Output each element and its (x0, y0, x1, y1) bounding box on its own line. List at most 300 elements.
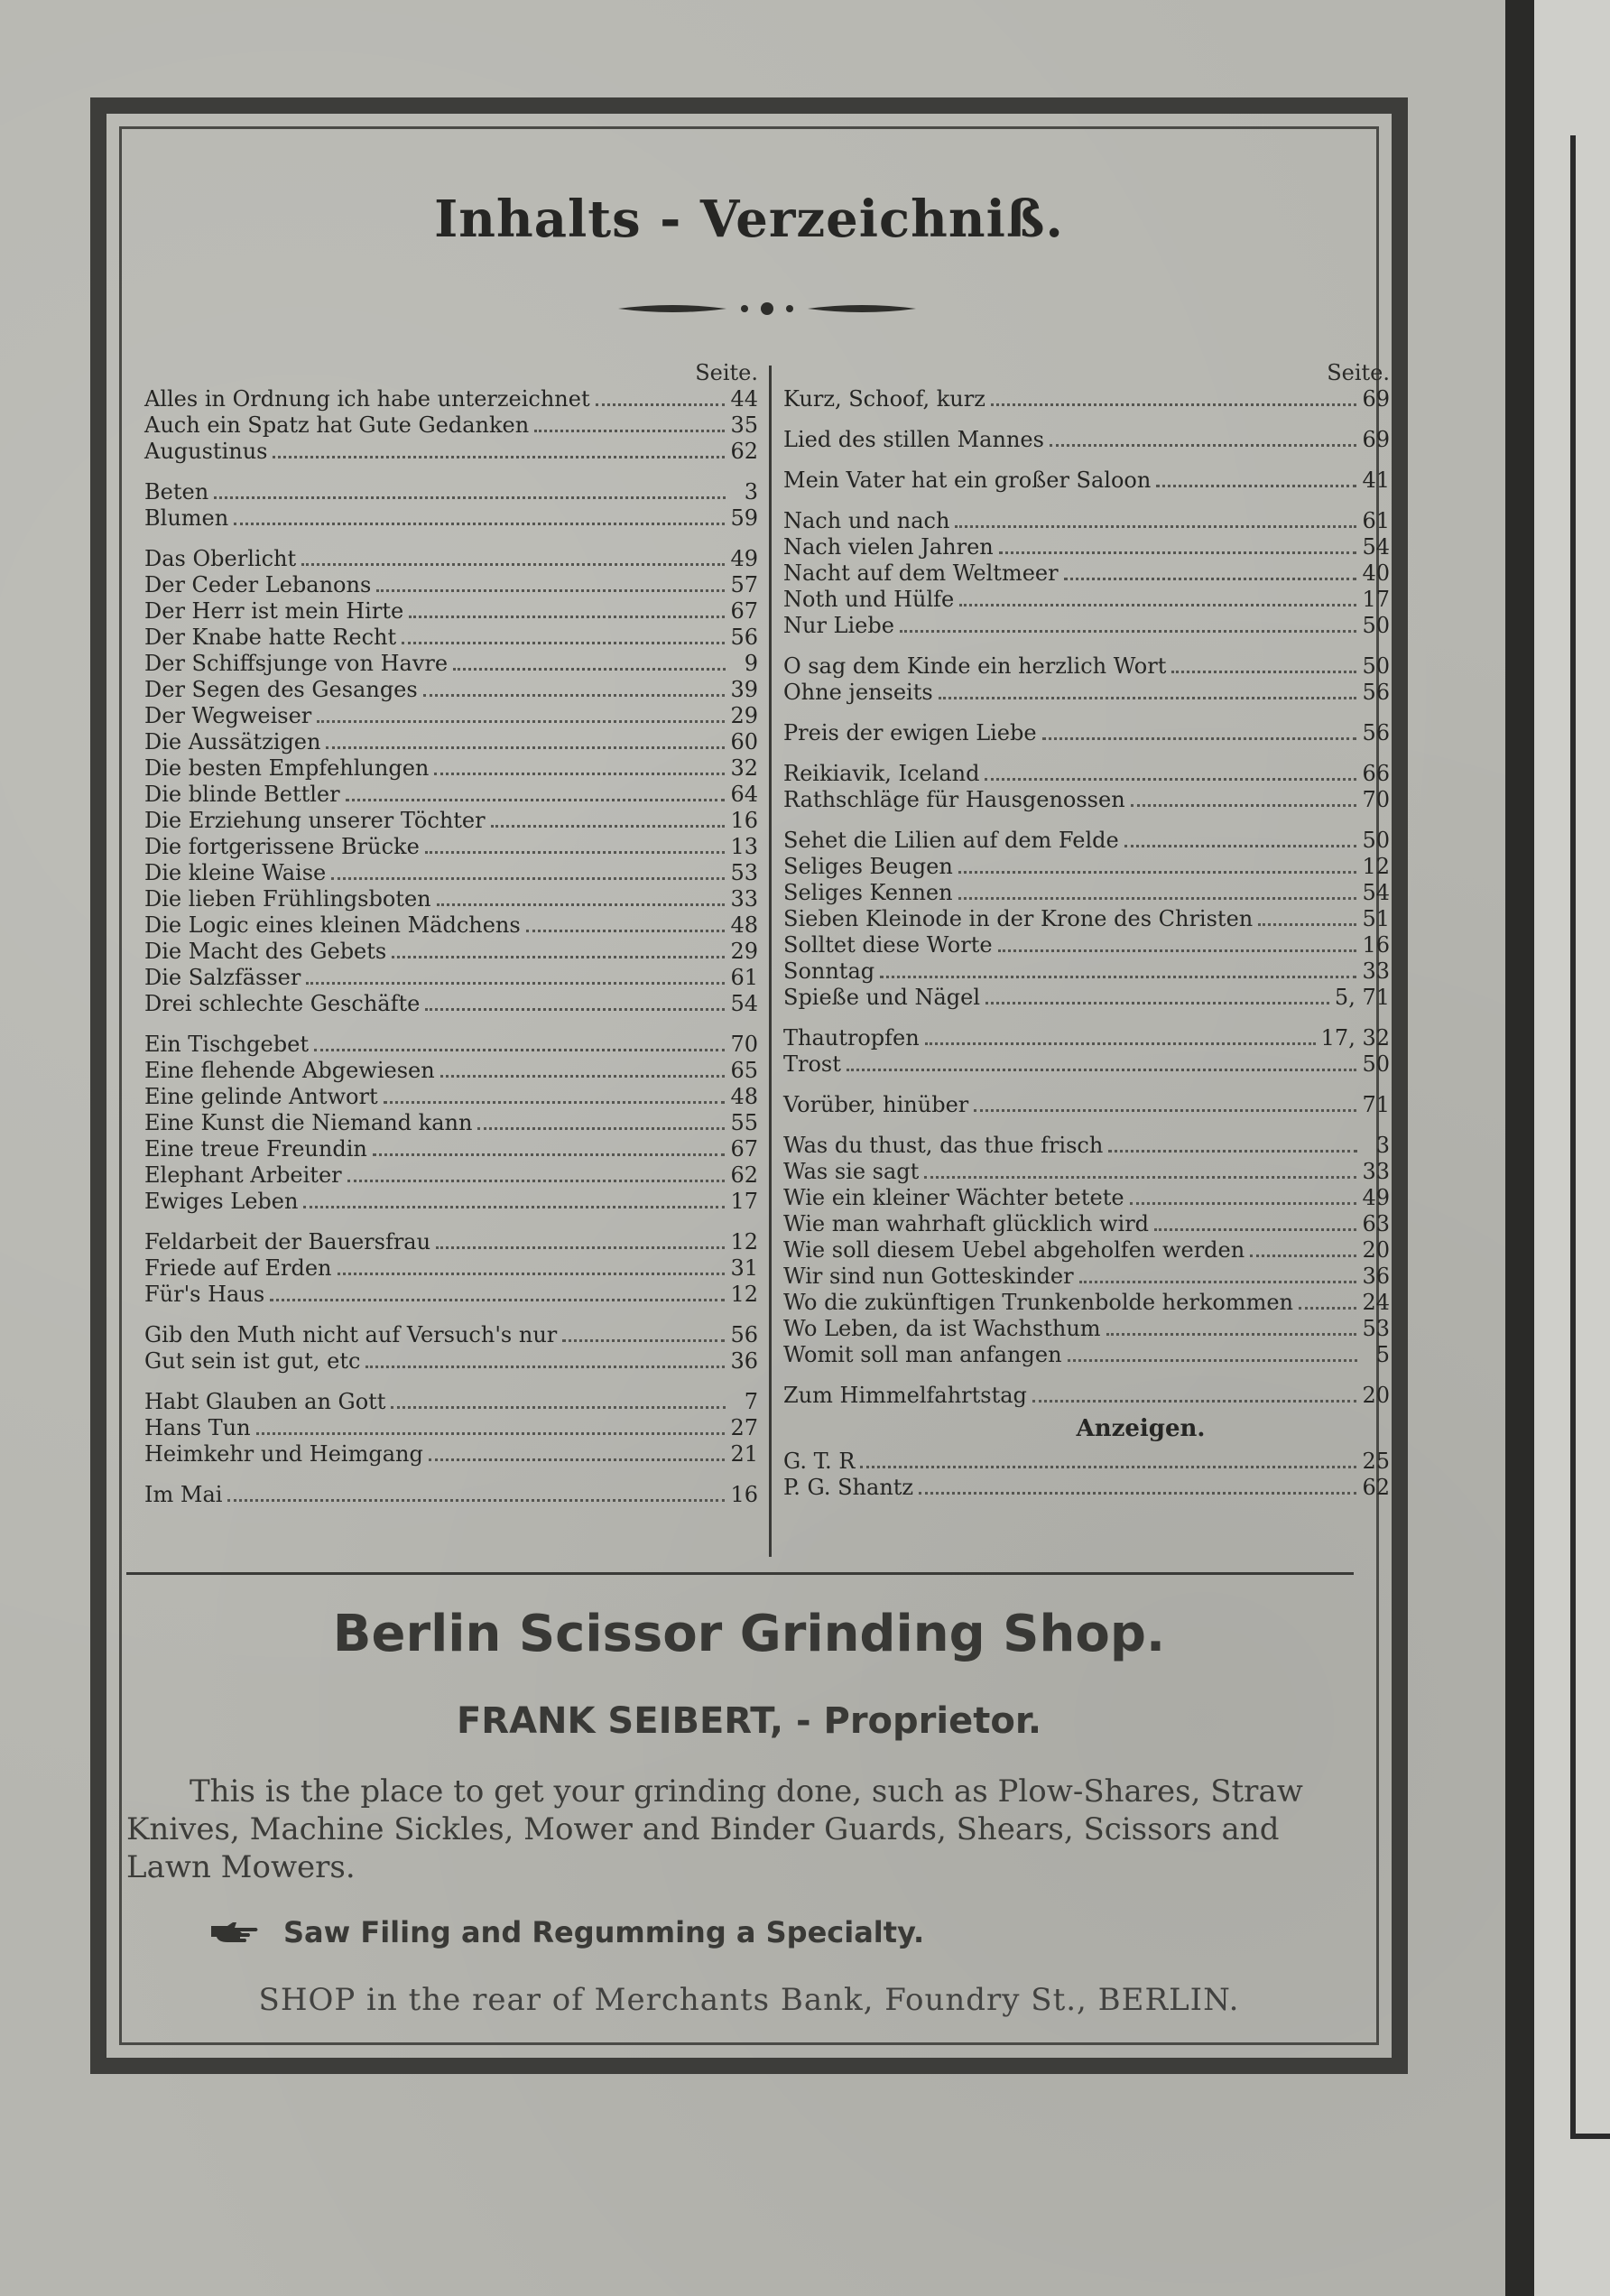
toc-entry-title: Zum Himmelfahrtstag (783, 1383, 1027, 1408)
toc-entry-leader (317, 720, 725, 723)
toc-entry-page: 70 (730, 1032, 758, 1057)
toc-entry (144, 782, 758, 808)
toc-entry-page: 53 (730, 860, 758, 885)
toc-entry (783, 560, 1390, 587)
toc-entry-leader (273, 456, 725, 458)
toc-entry-leader (562, 1339, 725, 1342)
toc-entry (144, 1110, 758, 1136)
toc-entry-page: 41 (1362, 468, 1390, 493)
toc-entry-title: Seliges Kennen (783, 880, 953, 905)
toc-entry-title: Sonntag (783, 958, 875, 984)
toc-entry-page: 31 (730, 1255, 758, 1281)
toc-entry-leader (391, 1406, 726, 1409)
toc-entry-leader (402, 642, 725, 644)
toc-entry-leader (306, 982, 725, 985)
toc-entry-page: 12 (1362, 854, 1390, 879)
toc-entry-leader (376, 589, 725, 592)
toc-entry (144, 886, 758, 912)
toc-entry (783, 1051, 1390, 1078)
toc-entry (144, 729, 758, 755)
toc-entry (783, 1159, 1390, 1185)
toc-entry-page: 54 (730, 991, 758, 1016)
toc-entry-page: 16 (1362, 932, 1390, 958)
toc-entry-title: Was du thust, das thue frisch (783, 1133, 1104, 1158)
toc-entry-title: Feldarbeit der Bauersfrau (144, 1229, 431, 1254)
toc-entry-page: 66 (1362, 761, 1390, 786)
toc-entry-page: 61 (730, 965, 758, 990)
toc-entry-title: Der Segen des Gesanges (144, 677, 418, 702)
toc-entry-leader (974, 1109, 1356, 1112)
toc-entry (144, 1348, 758, 1375)
toc-entry (783, 1475, 1390, 1501)
toc-entry-leader (270, 1299, 725, 1301)
toc-entry-title: Nacht auf dem Weltmeer (783, 560, 1059, 586)
toc-entry (783, 680, 1390, 706)
toc-entry-leader (1108, 1150, 1357, 1153)
toc-entry-page: 44 (730, 386, 758, 412)
toc-entry-title: P. G. Shantz (783, 1475, 914, 1500)
toc-entry-page: 69 (1362, 427, 1390, 452)
toc-entry-leader (1106, 1333, 1357, 1336)
toc-entry-leader (847, 1069, 1357, 1071)
toc-entry (144, 1389, 758, 1415)
toc-entry-title: Wo Leben, da ist Wachsthum (783, 1316, 1101, 1341)
toc-entry-leader (955, 525, 1356, 528)
toc-entry-page: 17 (730, 1189, 758, 1214)
toc-entry (144, 1084, 758, 1110)
toc-entry (783, 906, 1390, 932)
toc-gap (783, 494, 1390, 508)
toc-entry-page: 35 (730, 412, 758, 438)
toc-entry-title: Der Herr ist mein Hirte (144, 598, 404, 624)
toc-entry-title: Der Knabe hatte Recht (144, 625, 397, 650)
toc-entry-page: 5, 71 (1334, 985, 1390, 1010)
toc-entry-leader (1258, 923, 1356, 926)
toc-entry (144, 546, 758, 572)
toc-entry-page: 12 (730, 1229, 758, 1254)
toc-gap (144, 532, 758, 546)
ad-title: Berlin Scissor Grinding Shop. (332, 1605, 1166, 1663)
toc-entry-page: 49 (730, 546, 758, 571)
toc-entry-title: O sag dem Kinde ein herzlich Wort (783, 653, 1167, 679)
toc-entry (144, 1415, 758, 1441)
toc-entry (144, 991, 758, 1017)
toc-entry (783, 1133, 1390, 1159)
toc-entry-page: 9 (744, 651, 758, 676)
toc-entry (144, 1189, 758, 1215)
toc-entry-page: 50 (1362, 613, 1390, 638)
toc-left-column (144, 359, 758, 1508)
toc-entry (783, 587, 1390, 613)
toc-entry-title: Nach und nach (783, 508, 950, 533)
toc-entry-page: 3 (1375, 1133, 1390, 1158)
toc-entry (144, 965, 758, 991)
toc-entry-page: 29 (730, 939, 758, 964)
toc-entry-leader (491, 825, 726, 828)
toc-entry-leader (1042, 737, 1357, 740)
toc-entry-page: 60 (730, 729, 758, 755)
toc-entry-page: 36 (730, 1348, 758, 1374)
toc-entry-page: 27 (730, 1415, 758, 1440)
toc-entry-title: Auch ein Spatz hat Gute Gedanken (144, 412, 530, 438)
toc-entry-title: Hans Tun (144, 1415, 251, 1440)
toc-entry-page: 65 (730, 1058, 758, 1083)
toc-entry-page: 56 (1362, 720, 1390, 745)
toc-entry-title: Der Schiffsjunge von Havre (144, 651, 449, 676)
toc-entry-page: 63 (1362, 1211, 1390, 1236)
toc-entry (783, 1290, 1390, 1316)
toc-entry-page: 12 (730, 1282, 758, 1307)
toc-entry-title: Elephant Arbeiter (144, 1162, 342, 1188)
toc-entry-page: 69 (1362, 386, 1390, 412)
toc-entry-title: Thautropfen (783, 1025, 920, 1051)
toc-entry-leader (227, 1499, 725, 1502)
toc-entry-page: 54 (1362, 534, 1390, 560)
toc-entry (144, 386, 758, 412)
toc-entry-leader (985, 778, 1356, 781)
toc-entry-title: Lied des stillen Mannes (783, 427, 1044, 452)
toc-entry-page: 21 (730, 1441, 758, 1467)
toc-entry-title: Alles in Ordnung ich habe unterzeichnet (144, 386, 590, 412)
toc-entry (783, 386, 1390, 412)
toc-entry-leader (998, 949, 1357, 952)
toc-entry (144, 412, 758, 439)
anzeigen-list (783, 1449, 1390, 1501)
toc-entry (144, 572, 758, 598)
toc-entry-title: Für's Haus (144, 1282, 265, 1307)
toc-entry-leader (384, 1101, 726, 1104)
toc-entry-page: 56 (730, 1322, 758, 1347)
toc-entry-title: Beten (144, 479, 209, 505)
toc-entry-page: 55 (730, 1110, 758, 1135)
toc-entry-title: Rathschläge für Hausgenossen (783, 787, 1125, 812)
seite-label-right: Seite. (1327, 360, 1390, 385)
toc-entry-title: Eine Kunst die Niemand kann (144, 1110, 473, 1135)
toc-gap (144, 1467, 758, 1482)
toc-entry-title: Im Mai (144, 1482, 223, 1507)
toc-entry-leader (958, 871, 1357, 874)
toc-entry-title: Sieben Kleinode in der Krone des Christen (783, 906, 1254, 931)
toc-entry-title: Die Aussätzigen (144, 729, 321, 755)
toc-entry-leader (256, 1432, 726, 1435)
toc-entry-title: Womit soll man anfangen (783, 1342, 1062, 1367)
toc-entry-title: Eine flehende Abgewiesen (144, 1058, 435, 1083)
toc-entry (144, 1255, 758, 1282)
toc-entry-page: 39 (730, 677, 758, 702)
toc-entry-page: 56 (730, 625, 758, 650)
toc-entry-title: Wie soll diesem Uebel abgeholfen werden (783, 1237, 1245, 1263)
toc-gap (783, 1368, 1390, 1383)
toc-entry-title: Friede auf Erden (144, 1255, 332, 1281)
toc-entry (144, 1482, 758, 1508)
toc-entry-leader (919, 1492, 1356, 1495)
toc-entry (144, 860, 758, 886)
toc-entry-leader (347, 1180, 726, 1182)
toc-left-list (144, 386, 758, 1508)
toc-entry (783, 1449, 1390, 1475)
toc-entry-page: 20 (1362, 1237, 1390, 1263)
toc-entry-page: 62 (730, 1162, 758, 1188)
toc-entry-page: 25 (1362, 1449, 1390, 1474)
toc-entry-leader (409, 616, 725, 618)
toc-entry (783, 787, 1390, 813)
toc-entry (783, 1237, 1390, 1264)
toc-entry-page: 3 (744, 479, 758, 505)
toc-entry-leader (234, 523, 725, 525)
toc-entry-page: 5 (1375, 1342, 1390, 1367)
toc-gap (783, 412, 1390, 427)
toc-entry-leader (1068, 1359, 1357, 1362)
toc-entry-title: Ohne jenseits (783, 680, 933, 705)
ad-proprietor: FRANK SEIBERT, - Proprietor. (456, 1700, 1042, 1742)
toc-entry-leader (1250, 1254, 1356, 1257)
toc-entry (783, 958, 1390, 985)
toc-entry-title: Sehet die Lilien auf dem Felde (783, 828, 1119, 853)
toc-gap (783, 1011, 1390, 1025)
toc-entry-title: Augustinus (144, 439, 268, 464)
toc-entry (783, 1264, 1390, 1290)
toc-entry-title: Der Ceder Lebanons (144, 572, 372, 597)
toc-gap (783, 639, 1390, 653)
toc-entry-leader (314, 1049, 725, 1051)
toc-entry-page: 54 (1362, 880, 1390, 905)
toc-entry (144, 808, 758, 834)
toc-entry (783, 932, 1390, 958)
toc-entry-leader (423, 694, 726, 697)
toc-entry-title: Die kleine Waise (144, 860, 327, 885)
toc-entry-leader (326, 746, 725, 749)
toc-entry-page: 62 (1362, 1475, 1390, 1500)
toc-entry-title: Was sie sagt (783, 1159, 920, 1184)
toc-entry-page: 13 (730, 834, 758, 859)
toc-entry-page: 64 (730, 782, 758, 807)
pointing-hand-icon (209, 1921, 260, 1944)
toc-entry-leader (1032, 1400, 1357, 1403)
toc-entry-title: Die blinde Bettler (144, 782, 340, 807)
toc-entry (783, 720, 1390, 746)
toc-entry (144, 505, 758, 532)
toc-entry (144, 1282, 758, 1308)
toc-entry-leader (596, 403, 726, 406)
toc-entry-leader (1154, 1228, 1356, 1231)
toc-entry-leader (924, 1176, 1356, 1179)
ad-specialty (209, 1915, 924, 1949)
toc-entry (144, 625, 758, 651)
toc-entry-page: 70 (1362, 787, 1390, 812)
toc-entry-page: 17 (1362, 587, 1390, 612)
toc-entry (783, 854, 1390, 880)
toc-bottom-rule (126, 1572, 1354, 1575)
toc-entry (144, 1032, 758, 1058)
toc-entry-page: 67 (730, 598, 758, 624)
toc-entry-leader (1130, 1202, 1357, 1205)
toc-entry-leader (477, 1127, 725, 1130)
toc-entry-title: Habt Glauben an Gott (144, 1389, 386, 1414)
toc-entry-page: 24 (1362, 1290, 1390, 1315)
toc-entry-leader (939, 697, 1357, 699)
toc-gap (144, 1017, 758, 1032)
toc-gap (144, 465, 758, 479)
toc-entry (144, 479, 758, 505)
toc-entry-title: Seliges Beugen (783, 854, 953, 879)
toc-entry (144, 755, 758, 782)
toc-gap (144, 1215, 758, 1229)
toc-entry-leader (900, 630, 1357, 633)
toc-entry-page: 48 (730, 1084, 758, 1109)
toc-entry-title: Gib den Muth nicht auf Versuch's nur (144, 1322, 558, 1347)
toc-entry (783, 761, 1390, 787)
toc-entry-leader (425, 851, 726, 854)
toc-entry-leader (1131, 804, 1357, 807)
toc-entry-leader (1079, 1281, 1357, 1283)
seite-label-left: Seite. (695, 360, 758, 385)
toc-entry-leader (880, 976, 1356, 978)
toc-entry (144, 651, 758, 677)
toc-entry-title: Ewiges Leben (144, 1189, 299, 1214)
toc-entry-title: Eine treue Freundin (144, 1136, 367, 1162)
toc-entry (144, 1058, 758, 1084)
toc-entry-leader (925, 1042, 1316, 1045)
toc-entry-page: 36 (1362, 1264, 1390, 1289)
toc-entry (783, 1185, 1390, 1211)
ornament-divider-icon (618, 298, 916, 319)
toc-entry-title: Blumen (144, 505, 229, 531)
toc-entry-title: Die besten Empfehlungen (144, 755, 430, 781)
toc-entry-title: Mein Vater hat ein großer Saloon (783, 468, 1152, 493)
toc-entry-page: 29 (730, 703, 758, 728)
toc-entry (144, 1441, 758, 1467)
toc-entry-leader (303, 1206, 725, 1208)
toc-entry (783, 985, 1390, 1011)
toc-entry (783, 613, 1390, 639)
toc-entry-leader (346, 799, 726, 801)
toc-entry-page: 50 (1362, 653, 1390, 679)
toc-entry-title: Nach vielen Jahren (783, 534, 994, 560)
toc-entry-leader (959, 604, 1356, 606)
toc-entry (783, 653, 1390, 680)
toc-entry (144, 439, 758, 465)
toc-gap (144, 1308, 758, 1322)
toc-gap (144, 1375, 758, 1389)
toc-entry-title: Ein Tischgebet (144, 1032, 309, 1057)
toc-entry-leader (1299, 1307, 1356, 1310)
toc-entry-page: 33 (730, 886, 758, 912)
toc-entry (144, 677, 758, 703)
toc-entry-leader (429, 1458, 726, 1461)
adjacent-sheet-border-bottom (1570, 2134, 1610, 2139)
ad-shop-address: SHOP in the rear of Merchants Bank, Foundry St., BERLIN. (258, 1982, 1240, 2018)
toc-gap (783, 1078, 1390, 1092)
toc-entry (144, 912, 758, 939)
toc-entry-title: Reikiavik, Iceland (783, 761, 980, 786)
toc-entry-title: Trost (783, 1051, 841, 1077)
toc-entry (144, 834, 758, 860)
toc-entry-leader (534, 430, 725, 432)
toc-entry-leader (526, 930, 726, 932)
toc-entry-title: Die Macht des Gebets (144, 939, 387, 964)
toc-entry (783, 468, 1390, 494)
toc-entry (783, 1092, 1390, 1118)
toc-entry-page: 40 (1362, 560, 1390, 586)
toc-entry (144, 1322, 758, 1348)
toc-entry-title: Das Oberlicht (144, 546, 297, 571)
toc-entry-leader (991, 403, 1357, 406)
toc-entry (783, 1383, 1390, 1409)
toc-entry-title: Drei schlechte Geschäfte (144, 991, 421, 1016)
toc-entry-leader (425, 1008, 725, 1011)
toc-entry-leader (392, 956, 725, 958)
ad-body-text: This is the place to get your grinding done, such as Plow-Shares, Straw Knives, Machine Sickles, Mower and Binder Guards, Shears, Scissors and Lawn Mowers. (126, 1773, 1303, 1885)
toc-entry-title: Spieße und Nägel (783, 985, 981, 1010)
toc-entry-page: 17, 32 (1320, 1025, 1390, 1051)
toc-entry-page: 67 (730, 1136, 758, 1162)
toc-entry (144, 598, 758, 625)
toc-entry-title: G. T. R (783, 1449, 856, 1474)
toc-entry (783, 880, 1390, 906)
toc-entry-leader (440, 1075, 726, 1078)
toc-entry-page: 16 (730, 808, 758, 833)
toc-right-column (783, 359, 1390, 1501)
toc-entry-leader (999, 551, 1357, 554)
toc-entry-page: 57 (730, 572, 758, 597)
toc-entry-title: Die lieben Frühlingsboten (144, 886, 431, 912)
toc-entry-leader (860, 1466, 1356, 1468)
toc-entry-page: 48 (730, 912, 758, 938)
toc-entry-title: Heimkehr und Heimgang (144, 1441, 423, 1467)
toc-entry-leader (373, 1153, 726, 1156)
toc-gap (783, 706, 1390, 720)
toc-entry-title: Die Logic eines kleinen Mädchens (144, 912, 521, 938)
toc-entry-leader (453, 668, 726, 671)
toc-entry-leader (338, 1273, 726, 1275)
toc-entry-title: Solltet diese Worte (783, 932, 993, 958)
toc-entry-title: Die Salzfässer (144, 965, 301, 990)
toc-entry (783, 1316, 1390, 1342)
toc-entry (144, 1162, 758, 1189)
toc-entry-title: Preis der ewigen Liebe (783, 720, 1037, 745)
toc-entry-title: Die fortgerissene Brücke (144, 834, 420, 859)
toc-entry-page: 33 (1362, 1159, 1390, 1184)
toc-entry-page: 20 (1362, 1383, 1390, 1408)
toc-entry-leader (214, 496, 726, 499)
toc-entry-page: 32 (730, 755, 758, 781)
toc-entry-title: Eine gelinde Antwort (144, 1084, 378, 1109)
column-divider (769, 366, 772, 1557)
toc-entry-title: Die Erziehung unserer Töchter (144, 808, 486, 833)
adjacent-sheet-border (1570, 135, 1576, 2139)
toc-entry (783, 1211, 1390, 1237)
toc-entry-page: 7 (744, 1389, 758, 1414)
toc-entry-page: 62 (730, 439, 758, 464)
ad-specialty-text: Saw Filing and Regumming a Specialty. (283, 1915, 925, 1949)
toc-entry-page: 53 (1362, 1316, 1390, 1341)
toc-entry-leader (434, 773, 725, 775)
toc-entry (783, 1025, 1390, 1051)
toc-entry (144, 1136, 758, 1162)
toc-entry (144, 1229, 758, 1255)
toc-entry-leader (1171, 671, 1356, 673)
toc-entry-page: 61 (1362, 508, 1390, 533)
toc-gap (783, 813, 1390, 828)
toc-entry (783, 1342, 1390, 1368)
toc-entry-title: Noth und Hülfe (783, 587, 955, 612)
toc-gap (783, 1118, 1390, 1133)
toc-entry (783, 534, 1390, 560)
toc-entry (144, 939, 758, 965)
toc-entry-leader (365, 1366, 725, 1368)
toc-gap (783, 746, 1390, 761)
toc-entry-title: Wo die zukünftigen Trunkenbolde herkommen (783, 1290, 1293, 1315)
